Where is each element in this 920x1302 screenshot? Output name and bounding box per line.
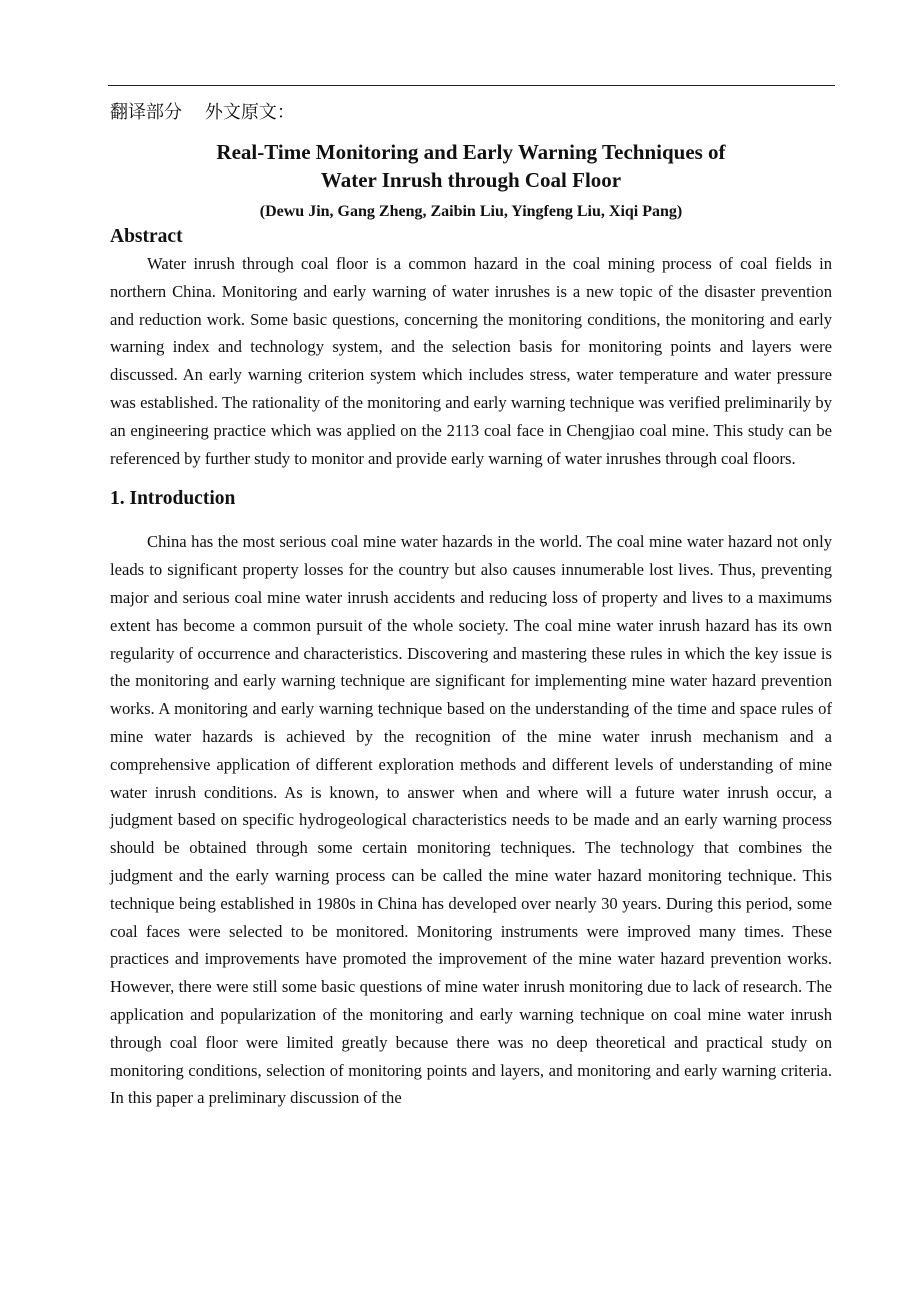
introduction-heading: 1. Introduction [110,488,236,510]
introduction-paragraph: China has the most serious coal mine water hazards in the world. The coal mine water hazard not only leads to significant property losses for the country but also causes innumerable lost lives. Thus, preventing major and serious coal mine water inrush accidents and reducing loss of property and lives to a maximums extent has become a common pursuit of the whole society. The coal mine water inrush hazard has its own regularity of occurrence and characteristics. Discovering and mastering these rules in which the key issue is the monitoring and early warning technique are significant for implementing mine water hazard prevention works. A monitoring and early warning technique based on the understanding of the time and space rules of mine water hazards is achieved by the recognition of the mine water inrush mechanism and a comprehensive application of different exploration methods and different levels of understanding of mine water inrush conditions. As is known, to answer when and where will a future water inrush occur, a judgment based on specific hydrogeological characteristics needs to be made and an early warning process should be obtained through some certain monitoring techniques. The technology that combines the judgment and the early warning process can be called the mine water hazard monitoring technique. This technique being established in 1980s in China has developed over nearly 30 years. During this period, some coal faces were selected to be monitored. Monitoring instruments were improved many times. These practices and improvements have promoted the improvement of the mine water hazard prevention works. However, there were still some basic questions of mine water inrush monitoring due to lack of research. The application and popularization of the monitoring and early warning technique on coal mine water inrush through coal floor were limited greatly because there was no deep theoretical and practical study on monitoring conditions, selection of monitoring points and layers, and monitoring and early warning criteria. In this paper a preliminary discussion of the [110,532,832,1108]
title-line-2: Water Inrush through Coal Floor [320,168,622,192]
header-rule [108,85,835,86]
section-label: 翻译部分 外文原文： [110,102,295,123]
abstract-heading: Abstract [110,226,183,247]
author-list: (Dewu Jin, Gang Zheng, Zaibin Liu, Yingfeng Liu, Xiqi Pang) [259,203,683,220]
title-line-1: Real-Time Monitoring and Early Warning Techniques of [216,140,726,164]
paper-title [110,138,832,194]
document-body [110,98,832,1112]
abstract-paragraph: Water inrush through coal floor is a common hazard in the coal mining process of coal fields in northern China. Monitoring and early warning of water inrushes is a new topic of the disaster prevention and reduction work. Some basic questions, concerning the monitoring conditions, the monitoring and early warning index and technology system, and the selection basis for monitoring points and layers were discussed. An early warning criterion system which includes stress, water temperature and water pressure was established. The rationality of the monitoring and early warning technique was verified preliminarily by an engineering practice which was applied on the 2113 coal face in Chengjiao coal mine. This study can be referenced by further study to monitor and provide early warning of water inrushes through coal floors. [110,254,832,468]
